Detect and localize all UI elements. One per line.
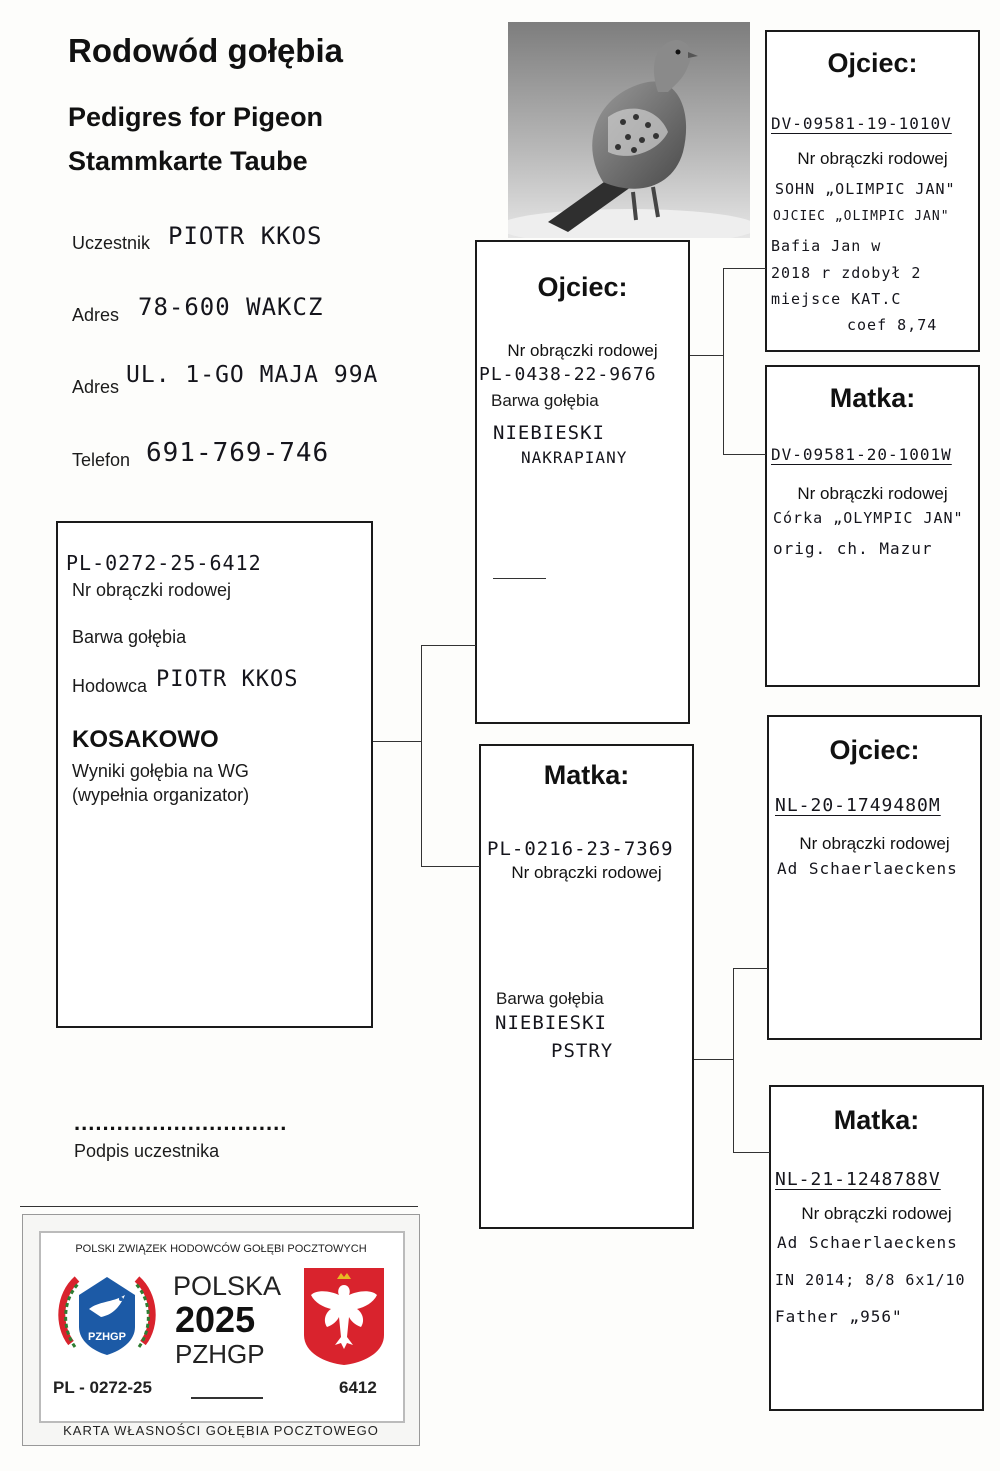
- father-blank-line: [493, 578, 546, 579]
- connector-mother-vertical: [733, 968, 734, 1152]
- pgm-ring-label: Nr obrączki rodowej: [797, 484, 948, 503]
- connector-pigeon-vertical: [421, 645, 422, 866]
- father-heading: Ojciec:: [537, 272, 628, 302]
- pigeon-breeder-value: PIOTR KKOS: [156, 667, 299, 692]
- card-org: POLSKI ZWIĄZEK HODOWCÓW GOŁĘBI POCZTOWYCH: [75, 1243, 367, 1255]
- connector-to-mother: [421, 866, 480, 867]
- card-blank-line: [191, 1397, 263, 1399]
- card-year: 2025: [175, 1299, 256, 1340]
- pgm-ring-value: DV-09581-20-1001W: [771, 445, 952, 464]
- mgm-note-2: IN 2014; 8/8 6x1/10: [775, 1271, 966, 1289]
- pigeon-ring-value: PL-0272-25-6412: [66, 551, 262, 575]
- pigeon-location: KOSAKOWO: [72, 726, 219, 753]
- connector-father: [690, 355, 724, 356]
- signature-label: Podpis uczestnika: [74, 1141, 220, 1161]
- father-color-value-2: NAKRAPIANY: [521, 448, 628, 467]
- mother-color-value-2: PSTRY: [551, 1040, 614, 1062]
- card-footer: KARTA WŁASNOŚCI GOŁĘBIA POCZTOWEGO: [63, 1423, 379, 1438]
- mgf-ring-value: NL-20-1749480M: [775, 795, 941, 816]
- pigeon-box: [56, 521, 373, 1028]
- pgm-heading: Matka:: [829, 383, 916, 413]
- pgf-ring-value: DV-09581-19-1010V: [771, 114, 952, 133]
- mgm-ring-label: Nr obrączki rodowej: [801, 1204, 952, 1223]
- pgf-note-2: OJCIEC „OLIMPIC JAN": [773, 209, 950, 224]
- mgm-heading: Matka:: [833, 1105, 920, 1135]
- pigeon-photo: [508, 22, 750, 238]
- address2-value: UL. 1-GO MAJA 99A: [126, 362, 379, 388]
- maternal-grandfather-box: [767, 715, 982, 1040]
- pgm-note-1: Córka „OLYMPIC JAN": [773, 509, 964, 527]
- page-subtitle-en: Pedigres for Pigeon: [68, 102, 324, 132]
- signature-line: ..............................: [74, 1110, 288, 1135]
- connector-to-pgf: [723, 268, 766, 269]
- mgf-ring-label: Nr obrączki rodowej: [799, 834, 950, 853]
- paternal-grandfather-box: [765, 30, 980, 352]
- card-ring-code: PL - 0272-25: [53, 1378, 152, 1397]
- father-ring-value: PL-0438-22-9676: [479, 364, 657, 385]
- maternal-grandmother-box: [769, 1085, 984, 1411]
- mother-color-label: Barwa gołębia: [496, 989, 604, 1008]
- page-title: Rodowód gołębia: [68, 32, 343, 69]
- page-subtitle-de: Stammkarte Taube: [68, 146, 308, 176]
- connector-pigeon: [373, 741, 422, 742]
- pgf-ring-label: Nr obrączki rodowej: [797, 149, 948, 168]
- pzhgp-logo: [51, 1265, 163, 1365]
- connector-to-mgm: [733, 1152, 770, 1153]
- participant-name-value: PIOTR KKOS: [168, 222, 323, 250]
- connector-mother: [694, 1059, 734, 1060]
- mgf-note-1: Ad Schaerlaeckens: [777, 859, 958, 878]
- mother-ring-value: PL-0216-23-7369: [487, 838, 674, 860]
- connector-father-vertical: [723, 268, 724, 454]
- mother-box: [479, 744, 694, 1229]
- phone-label: Telefon: [72, 450, 131, 470]
- father-box: [475, 240, 690, 724]
- pgf-note-4: 2018 r zdobył 2: [771, 264, 922, 282]
- pgf-note-3: Bafia Jan w: [771, 237, 882, 255]
- pgf-note-6: coef 8,74: [847, 316, 938, 334]
- pigeon-ring-label: Nr obrączki rodowej: [72, 580, 232, 600]
- pigeon-color-label: Barwa gołębia: [72, 627, 187, 647]
- ownership-card: [22, 1214, 420, 1446]
- pigeon-results-label: Wyniki gołębia na WG: [72, 761, 249, 781]
- connector-to-mgf: [733, 968, 768, 969]
- card-ring-number: 6412: [339, 1378, 377, 1397]
- polish-eagle-emblem: [301, 1265, 387, 1367]
- card-country: POLSKA: [173, 1271, 282, 1301]
- pigeon-breeder-label: Hodowca: [72, 676, 148, 696]
- address1-value: 78-600 WAKCZ: [138, 293, 324, 321]
- address1-label: Adres: [72, 305, 120, 325]
- mgm-note-3: Father „956": [775, 1307, 903, 1326]
- address2-label: Adres: [72, 377, 120, 397]
- mgm-ring-value: NL-21-1248788V: [775, 1169, 941, 1190]
- phone-value: 691-769-746: [146, 438, 330, 468]
- mgf-heading: Ojciec:: [829, 735, 920, 765]
- mother-heading: Matka:: [543, 760, 630, 790]
- pgf-heading: Ojciec:: [827, 48, 918, 78]
- connector-to-father: [421, 645, 476, 646]
- card-assoc: PZHGP: [175, 1339, 265, 1369]
- logo-text: PZHGP: [88, 1331, 126, 1343]
- father-ring-label: Nr obrączki rodowej: [507, 341, 658, 360]
- mother-ring-label: Nr obrączki rodowej: [511, 863, 662, 882]
- mgm-note-1: Ad Schaerlaeckens: [777, 1233, 958, 1252]
- connector-to-pgm: [723, 454, 766, 455]
- father-color-value-1: NIEBIESKI: [493, 422, 605, 444]
- signature-divider: [20, 1206, 418, 1207]
- mother-color-value-1: NIEBIESKI: [495, 1012, 607, 1034]
- pgf-note-5: miejsce KAT.C: [771, 290, 902, 308]
- paternal-grandmother-box: [765, 365, 980, 687]
- pgm-note-2: orig. ch. Mazur: [773, 539, 933, 558]
- father-color-label: Barwa gołębia: [491, 391, 599, 410]
- pgf-note-1: SOHN „OLIMPIC JAN": [775, 180, 956, 198]
- participant-label: Uczestnik: [72, 233, 151, 253]
- pigeon-results-note: (wypełnia organizator): [72, 785, 250, 805]
